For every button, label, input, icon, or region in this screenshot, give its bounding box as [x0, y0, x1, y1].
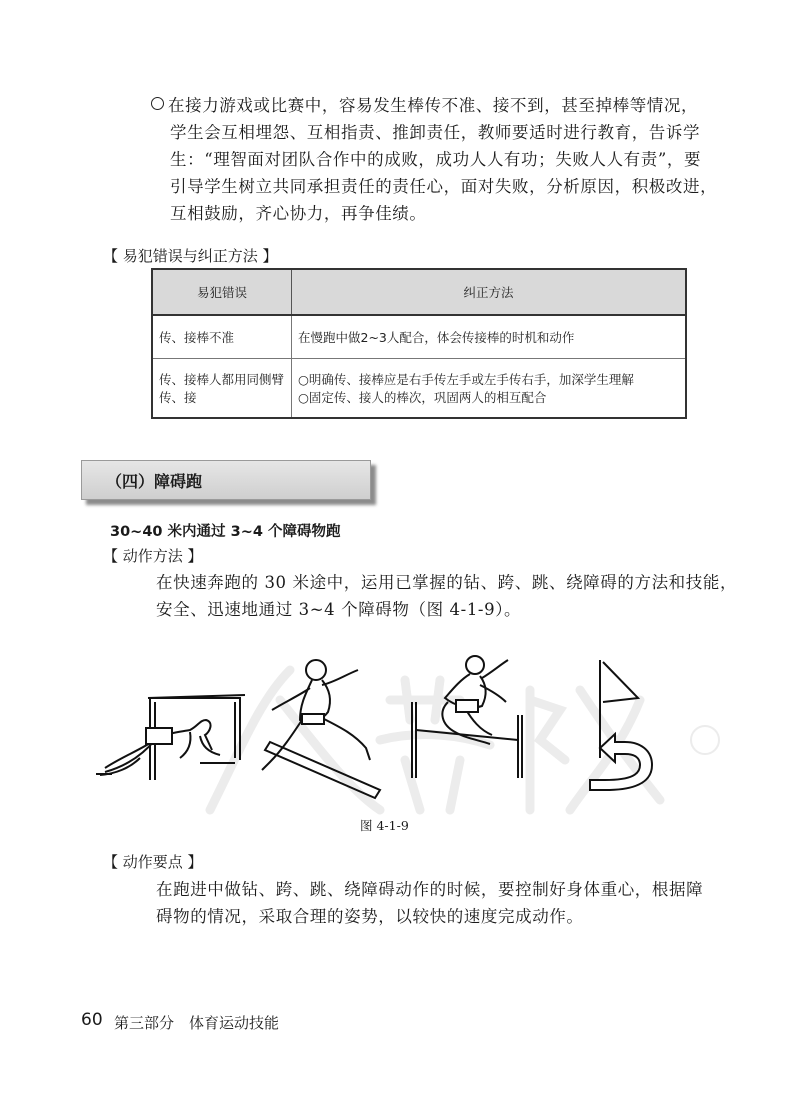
- section-title: （四）障碍跑: [106, 472, 203, 491]
- table-cell-fix: 在慢跑中做2~3人配合，体会传接棒的时机和动作: [292, 315, 687, 359]
- table-cell-line: ○明确传、接棒应是右手传左手或左手传右手，加深学生理解: [298, 372, 634, 387]
- section-subtitle: 30~40 米内通过 3~4 个障碍物跑: [110, 524, 341, 540]
- table-cell-line: ○固定传、接人的棒次，巩固两人的相互配合: [298, 390, 547, 405]
- table-header-row: [152, 269, 686, 315]
- intro-line-2: 学生会互相埋怨、互相指责、推卸责任，教师要适时进行教育，告诉学: [170, 123, 701, 142]
- jump-over-obstacle: [412, 656, 522, 778]
- page-number: 60: [81, 1010, 103, 1030]
- figure-caption: 图 4-1-9: [360, 818, 409, 833]
- method-heading: 【 动作方法 】: [103, 547, 203, 565]
- errors-heading: 【 易犯错误与纠正方法 】: [103, 247, 278, 265]
- method-line-1: 在快速奔跑的 30 米途中，运用已掌握的钻、跨、跳、绕障碍的方法和技能，: [156, 573, 738, 592]
- section-banner: [81, 460, 371, 500]
- table-header-error: 易犯错误: [152, 269, 292, 315]
- intro-line-4: 引导学生树立共同承担责任的责任心，面对失败，分析原因，积极改进，: [170, 177, 718, 196]
- intro-line-1: 在接力游戏或比赛中，容易发生棒传不准、接不到，甚至掉棒等情况，: [151, 92, 698, 119]
- table-cell-fix: [292, 359, 687, 419]
- errors-table: [151, 268, 687, 419]
- table-cell-line: 传、接棒人都用同侧臂: [159, 372, 285, 387]
- crawl-under-obstacle: [96, 695, 245, 780]
- obstacle-run-figure: [60, 640, 760, 820]
- keypoints-line-2: 碍物的情况，采取合理的姿势，以较快的速度完成动作。: [156, 907, 584, 926]
- publisher-watermark: [210, 670, 719, 810]
- table-cell-error: 传、接棒不准: [152, 315, 292, 359]
- table-cell-error: [152, 359, 292, 419]
- keypoints-line-1: 在跑进中做钻、跨、跳、绕障碍动作的时候，要控制好身体重心，根据障: [156, 880, 704, 899]
- table-header-fix: 纠正方法: [292, 269, 687, 315]
- circle-bullet-icon: [151, 97, 164, 110]
- table-row: [152, 359, 686, 419]
- intro-line-3: 生：“理智面对团队合作中的成败，成功人人有功；失败人人有责”，要: [170, 150, 702, 169]
- keypoints-heading: 【 动作要点 】: [103, 853, 203, 871]
- method-line-2: 安全、迅速地通过 3~4 个障碍物（图 4-1-9）。: [156, 600, 522, 619]
- footer-title: 第三部分 体育运动技能: [114, 1014, 280, 1032]
- table-cell-line: 传、接: [159, 390, 197, 405]
- table-row: [152, 315, 686, 359]
- intro-line-5: 互相鼓励，齐心协力，再争佳绩。: [170, 204, 427, 223]
